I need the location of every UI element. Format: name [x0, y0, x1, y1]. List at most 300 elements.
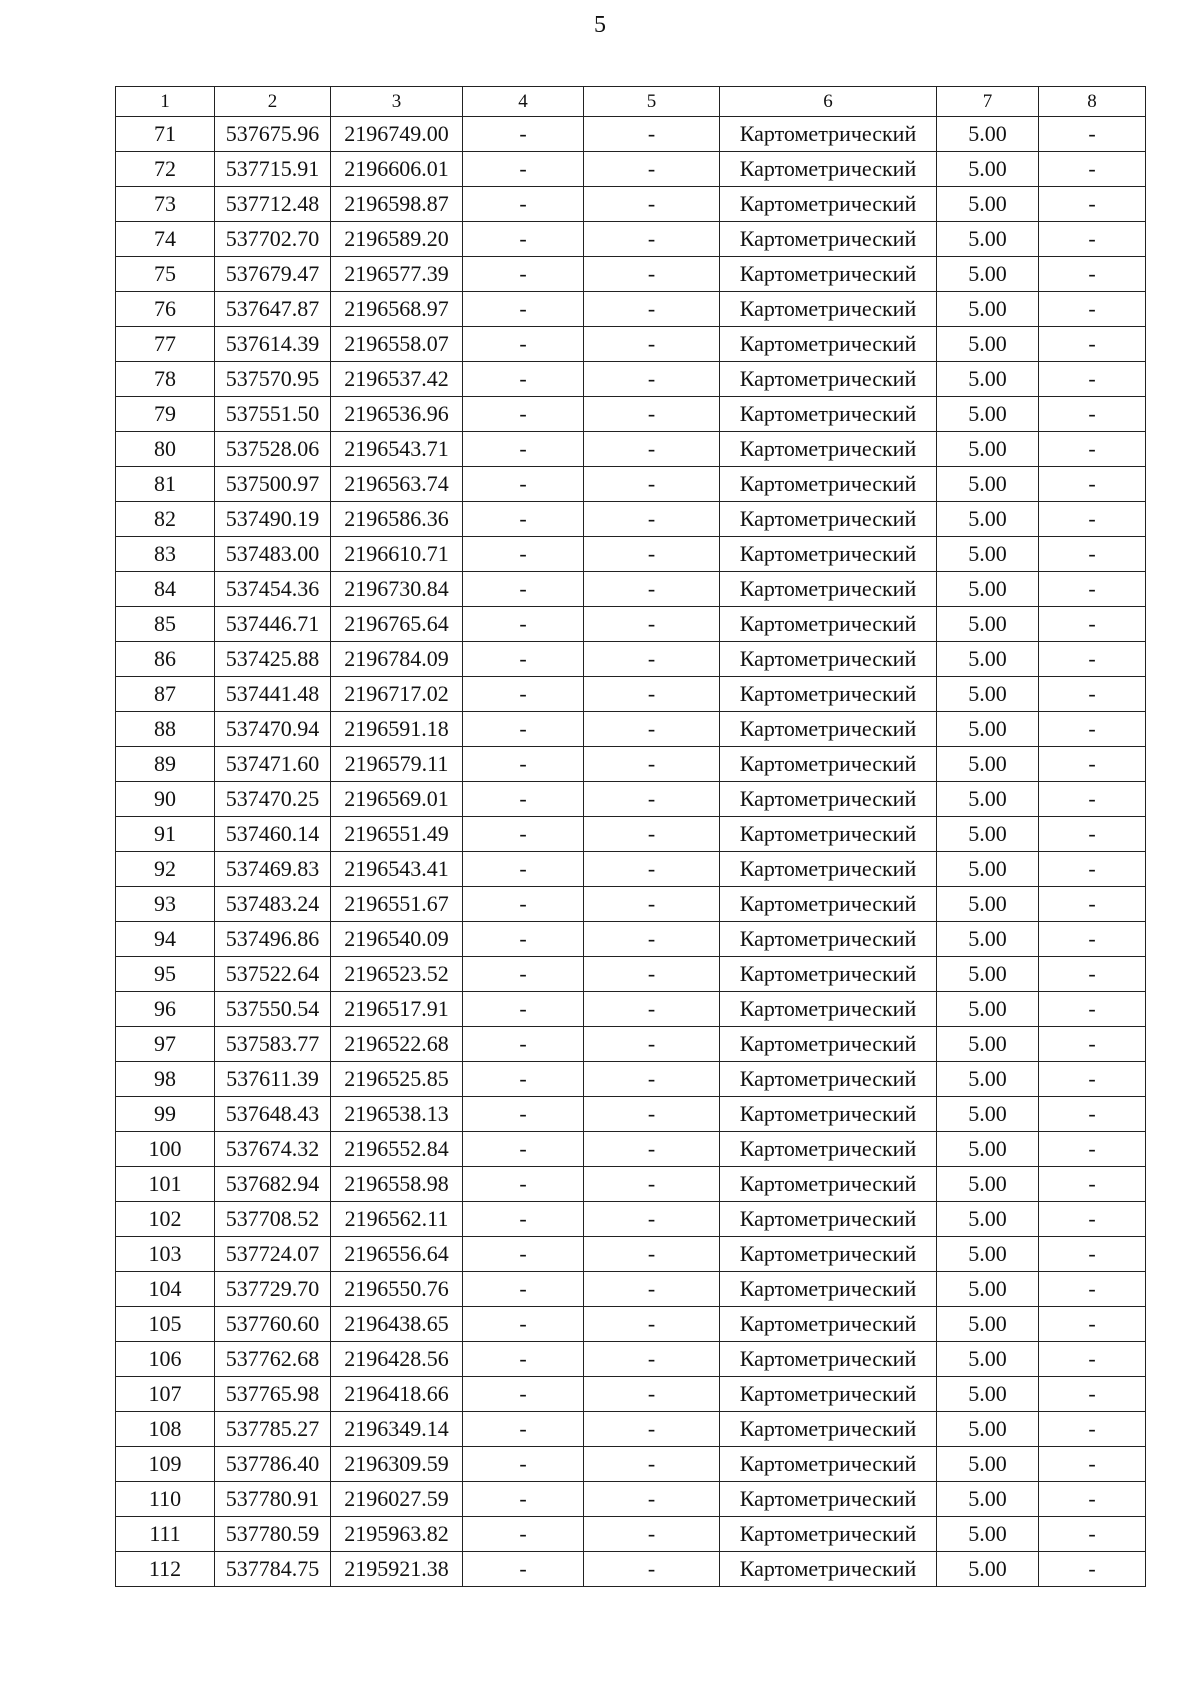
x-coordinate-cell: 537784.75 [215, 1552, 331, 1587]
accuracy-cell: 5.00 [937, 1307, 1039, 1342]
method-cell: Картометрический [720, 677, 937, 712]
column-8-cell: - [1039, 642, 1146, 677]
x-coordinate-cell: 537550.54 [215, 992, 331, 1027]
column-4-cell: - [463, 362, 584, 397]
coordinates-table [115, 86, 1146, 1587]
point-number-cell: 92 [116, 852, 215, 887]
column-4-cell: - [463, 642, 584, 677]
column-5-cell: - [584, 887, 720, 922]
table-row [116, 432, 1146, 467]
x-coordinate-cell: 537674.32 [215, 1132, 331, 1167]
column-5-cell: - [584, 957, 720, 992]
x-coordinate-cell: 537470.25 [215, 782, 331, 817]
column-4-cell: - [463, 1062, 584, 1097]
x-coordinate-cell: 537760.60 [215, 1307, 331, 1342]
accuracy-cell: 5.00 [937, 1097, 1039, 1132]
x-coordinate-cell: 537551.50 [215, 397, 331, 432]
column-4-cell: - [463, 817, 584, 852]
column-5-cell: - [584, 642, 720, 677]
accuracy-cell: 5.00 [937, 117, 1039, 152]
column-4-cell: - [463, 1447, 584, 1482]
method-cell: Картометрический [720, 1202, 937, 1237]
column-header-2: 2 [215, 87, 331, 117]
accuracy-cell: 5.00 [937, 992, 1039, 1027]
column-8-cell: - [1039, 607, 1146, 642]
column-8-cell: - [1039, 397, 1146, 432]
point-number-cell: 74 [116, 222, 215, 257]
point-number-cell: 93 [116, 887, 215, 922]
column-5-cell: - [584, 1062, 720, 1097]
point-number-cell: 97 [116, 1027, 215, 1062]
accuracy-cell: 5.00 [937, 1517, 1039, 1552]
column-4-cell: - [463, 1517, 584, 1552]
column-4-cell: - [463, 467, 584, 502]
point-number-cell: 94 [116, 922, 215, 957]
column-8-cell: - [1039, 1027, 1146, 1062]
point-number-cell: 100 [116, 1132, 215, 1167]
point-number-cell: 112 [116, 1552, 215, 1587]
point-number-cell: 85 [116, 607, 215, 642]
accuracy-cell: 5.00 [937, 1027, 1039, 1062]
column-8-cell: - [1039, 1447, 1146, 1482]
table-row [116, 782, 1146, 817]
x-coordinate-cell: 537648.43 [215, 1097, 331, 1132]
point-number-cell: 89 [116, 747, 215, 782]
method-cell: Картометрический [720, 1167, 937, 1202]
column-5-cell: - [584, 1342, 720, 1377]
column-4-cell: - [463, 957, 584, 992]
x-coordinate-cell: 537765.98 [215, 1377, 331, 1412]
column-4-cell: - [463, 887, 584, 922]
column-8-cell: - [1039, 467, 1146, 502]
y-coordinate-cell: 2196550.76 [331, 1272, 463, 1307]
accuracy-cell: 5.00 [937, 1377, 1039, 1412]
column-8-cell: - [1039, 1202, 1146, 1237]
column-4-cell: - [463, 677, 584, 712]
table-row [116, 1237, 1146, 1272]
y-coordinate-cell: 2196562.11 [331, 1202, 463, 1237]
accuracy-cell: 5.00 [937, 502, 1039, 537]
accuracy-cell: 5.00 [937, 152, 1039, 187]
method-cell: Картометрический [720, 1342, 937, 1377]
table-body [116, 117, 1146, 1587]
y-coordinate-cell: 2196606.01 [331, 152, 463, 187]
point-number-cell: 102 [116, 1202, 215, 1237]
point-number-cell: 81 [116, 467, 215, 502]
method-cell: Картометрический [720, 1412, 937, 1447]
accuracy-cell: 5.00 [937, 257, 1039, 292]
y-coordinate-cell: 2196551.67 [331, 887, 463, 922]
table-row [116, 1202, 1146, 1237]
y-coordinate-cell: 2196537.42 [331, 362, 463, 397]
column-8-cell: - [1039, 292, 1146, 327]
table-row [116, 1062, 1146, 1097]
column-8-cell: - [1039, 362, 1146, 397]
y-coordinate-cell: 2195921.38 [331, 1552, 463, 1587]
table-row [116, 257, 1146, 292]
x-coordinate-cell: 537496.86 [215, 922, 331, 957]
column-8-cell: - [1039, 1272, 1146, 1307]
column-header-5: 5 [584, 87, 720, 117]
accuracy-cell: 5.00 [937, 1272, 1039, 1307]
method-cell: Картометрический [720, 1377, 937, 1412]
x-coordinate-cell: 537762.68 [215, 1342, 331, 1377]
method-cell: Картометрический [720, 292, 937, 327]
method-cell: Картометрический [720, 1097, 937, 1132]
column-8-cell: - [1039, 957, 1146, 992]
table-row [116, 1482, 1146, 1517]
method-cell: Картометрический [720, 747, 937, 782]
column-4-cell: - [463, 992, 584, 1027]
table-row [116, 852, 1146, 887]
table-row [116, 957, 1146, 992]
x-coordinate-cell: 537682.94 [215, 1167, 331, 1202]
y-coordinate-cell: 2196525.85 [331, 1062, 463, 1097]
y-coordinate-cell: 2196577.39 [331, 257, 463, 292]
column-5-cell: - [584, 397, 720, 432]
x-coordinate-cell: 537425.88 [215, 642, 331, 677]
point-number-cell: 77 [116, 327, 215, 362]
point-number-cell: 107 [116, 1377, 215, 1412]
table-row [116, 922, 1146, 957]
y-coordinate-cell: 2196418.66 [331, 1377, 463, 1412]
method-cell: Картометрический [720, 1272, 937, 1307]
table-row [116, 1027, 1146, 1062]
method-cell: Картометрический [720, 257, 937, 292]
y-coordinate-cell: 2196765.64 [331, 607, 463, 642]
column-4-cell: - [463, 1482, 584, 1517]
column-4-cell: - [463, 292, 584, 327]
column-5-cell: - [584, 1552, 720, 1587]
column-8-cell: - [1039, 1167, 1146, 1202]
table-row [116, 1097, 1146, 1132]
x-coordinate-cell: 537469.83 [215, 852, 331, 887]
column-8-cell: - [1039, 187, 1146, 222]
point-number-cell: 75 [116, 257, 215, 292]
y-coordinate-cell: 2196538.13 [331, 1097, 463, 1132]
table-row [116, 607, 1146, 642]
accuracy-cell: 5.00 [937, 1132, 1039, 1167]
method-cell: Картометрический [720, 187, 937, 222]
y-coordinate-cell: 2196540.09 [331, 922, 463, 957]
method-cell: Картометрический [720, 362, 937, 397]
point-number-cell: 96 [116, 992, 215, 1027]
accuracy-cell: 5.00 [937, 1412, 1039, 1447]
x-coordinate-cell: 537528.06 [215, 432, 331, 467]
point-number-cell: 95 [116, 957, 215, 992]
point-number-cell: 91 [116, 817, 215, 852]
method-cell: Картометрический [720, 1132, 937, 1167]
y-coordinate-cell: 2196586.36 [331, 502, 463, 537]
column-4-cell: - [463, 152, 584, 187]
x-coordinate-cell: 537500.97 [215, 467, 331, 502]
x-coordinate-cell: 537786.40 [215, 1447, 331, 1482]
table-row [116, 327, 1146, 362]
column-5-cell: - [584, 607, 720, 642]
x-coordinate-cell: 537614.39 [215, 327, 331, 362]
column-5-cell: - [584, 852, 720, 887]
column-4-cell: - [463, 852, 584, 887]
column-5-cell: - [584, 1237, 720, 1272]
method-cell: Картометрический [720, 1447, 937, 1482]
method-cell: Картометрический [720, 502, 937, 537]
column-8-cell: - [1039, 1062, 1146, 1097]
column-4-cell: - [463, 1307, 584, 1342]
accuracy-cell: 5.00 [937, 747, 1039, 782]
column-4-cell: - [463, 782, 584, 817]
x-coordinate-cell: 537708.52 [215, 1202, 331, 1237]
table-row [116, 992, 1146, 1027]
y-coordinate-cell: 2196598.87 [331, 187, 463, 222]
column-8-cell: - [1039, 1517, 1146, 1552]
table-row [116, 117, 1146, 152]
table-row [116, 1167, 1146, 1202]
table-row [116, 537, 1146, 572]
y-coordinate-cell: 2196563.74 [331, 467, 463, 502]
y-coordinate-cell: 2196784.09 [331, 642, 463, 677]
table-row [116, 362, 1146, 397]
method-cell: Картометрический [720, 327, 937, 362]
x-coordinate-cell: 537490.19 [215, 502, 331, 537]
point-number-cell: 109 [116, 1447, 215, 1482]
accuracy-cell: 5.00 [937, 1062, 1039, 1097]
column-4-cell: - [463, 607, 584, 642]
column-8-cell: - [1039, 1237, 1146, 1272]
x-coordinate-cell: 537712.48 [215, 187, 331, 222]
method-cell: Картометрический [720, 992, 937, 1027]
column-4-cell: - [463, 1202, 584, 1237]
x-coordinate-cell: 537522.64 [215, 957, 331, 992]
column-4-cell: - [463, 222, 584, 257]
method-cell: Картометрический [720, 1552, 937, 1587]
column-5-cell: - [584, 1412, 720, 1447]
accuracy-cell: 5.00 [937, 957, 1039, 992]
column-header-6: 6 [720, 87, 937, 117]
x-coordinate-cell: 537446.71 [215, 607, 331, 642]
column-header-1: 1 [116, 87, 215, 117]
y-coordinate-cell: 2196556.64 [331, 1237, 463, 1272]
y-coordinate-cell: 2196579.11 [331, 747, 463, 782]
point-number-cell: 104 [116, 1272, 215, 1307]
accuracy-cell: 5.00 [937, 677, 1039, 712]
column-8-cell: - [1039, 1342, 1146, 1377]
y-coordinate-cell: 2196568.97 [331, 292, 463, 327]
column-4-cell: - [463, 537, 584, 572]
point-number-cell: 82 [116, 502, 215, 537]
accuracy-cell: 5.00 [937, 642, 1039, 677]
accuracy-cell: 5.00 [937, 537, 1039, 572]
x-coordinate-cell: 537675.96 [215, 117, 331, 152]
column-5-cell: - [584, 817, 720, 852]
x-coordinate-cell: 537724.07 [215, 1237, 331, 1272]
column-8-cell: - [1039, 922, 1146, 957]
accuracy-cell: 5.00 [937, 327, 1039, 362]
column-8-cell: - [1039, 1552, 1146, 1587]
column-4-cell: - [463, 1027, 584, 1062]
column-4-cell: - [463, 1272, 584, 1307]
page-number: 5 [594, 12, 606, 38]
method-cell: Картометрический [720, 852, 937, 887]
column-5-cell: - [584, 922, 720, 957]
accuracy-cell: 5.00 [937, 1342, 1039, 1377]
x-coordinate-cell: 537471.60 [215, 747, 331, 782]
x-coordinate-cell: 537679.47 [215, 257, 331, 292]
method-cell: Картометрический [720, 397, 937, 432]
column-5-cell: - [584, 712, 720, 747]
x-coordinate-cell: 537583.77 [215, 1027, 331, 1062]
accuracy-cell: 5.00 [937, 467, 1039, 502]
point-number-cell: 84 [116, 572, 215, 607]
column-4-cell: - [463, 572, 584, 607]
column-5-cell: - [584, 782, 720, 817]
column-4-cell: - [463, 1132, 584, 1167]
accuracy-cell: 5.00 [937, 222, 1039, 257]
y-coordinate-cell: 2196610.71 [331, 537, 463, 572]
column-5-cell: - [584, 1132, 720, 1167]
y-coordinate-cell: 2195963.82 [331, 1517, 463, 1552]
x-coordinate-cell: 537441.48 [215, 677, 331, 712]
accuracy-cell: 5.00 [937, 1552, 1039, 1587]
column-5-cell: - [584, 467, 720, 502]
column-5-cell: - [584, 117, 720, 152]
column-5-cell: - [584, 327, 720, 362]
table-row [116, 467, 1146, 502]
column-8-cell: - [1039, 747, 1146, 782]
accuracy-cell: 5.00 [937, 362, 1039, 397]
table-row [116, 1132, 1146, 1167]
point-number-cell: 71 [116, 117, 215, 152]
point-number-cell: 83 [116, 537, 215, 572]
point-number-cell: 80 [116, 432, 215, 467]
point-number-cell: 98 [116, 1062, 215, 1097]
column-4-cell: - [463, 922, 584, 957]
table-row [116, 572, 1146, 607]
column-4-cell: - [463, 1237, 584, 1272]
column-8-cell: - [1039, 1307, 1146, 1342]
table-row [116, 1342, 1146, 1377]
table-row [116, 817, 1146, 852]
method-cell: Картометрический [720, 1517, 937, 1552]
accuracy-cell: 5.00 [937, 572, 1039, 607]
column-5-cell: - [584, 1272, 720, 1307]
table-row [116, 152, 1146, 187]
y-coordinate-cell: 2196591.18 [331, 712, 463, 747]
method-cell: Картометрический [720, 1307, 937, 1342]
column-4-cell: - [463, 1342, 584, 1377]
column-8-cell: - [1039, 677, 1146, 712]
point-number-cell: 108 [116, 1412, 215, 1447]
column-8-cell: - [1039, 817, 1146, 852]
column-5-cell: - [584, 1097, 720, 1132]
column-8-cell: - [1039, 257, 1146, 292]
method-cell: Картометрический [720, 1237, 937, 1272]
table-row [116, 397, 1146, 432]
column-5-cell: - [584, 1517, 720, 1552]
column-5-cell: - [584, 1027, 720, 1062]
method-cell: Картометрический [720, 817, 937, 852]
column-8-cell: - [1039, 1482, 1146, 1517]
x-coordinate-cell: 537470.94 [215, 712, 331, 747]
y-coordinate-cell: 2196543.71 [331, 432, 463, 467]
column-8-cell: - [1039, 1377, 1146, 1412]
accuracy-cell: 5.00 [937, 1237, 1039, 1272]
y-coordinate-cell: 2196552.84 [331, 1132, 463, 1167]
method-cell: Картометрический [720, 887, 937, 922]
column-5-cell: - [584, 502, 720, 537]
table-row [116, 712, 1146, 747]
x-coordinate-cell: 537483.00 [215, 537, 331, 572]
method-cell: Картометрический [720, 117, 937, 152]
table-row [116, 1377, 1146, 1412]
column-8-cell: - [1039, 1097, 1146, 1132]
column-5-cell: - [584, 222, 720, 257]
accuracy-cell: 5.00 [937, 1202, 1039, 1237]
y-coordinate-cell: 2196027.59 [331, 1482, 463, 1517]
method-cell: Картометрический [720, 432, 937, 467]
table-row [116, 1412, 1146, 1447]
table-header [116, 87, 1146, 117]
y-coordinate-cell: 2196309.59 [331, 1447, 463, 1482]
x-coordinate-cell: 537454.36 [215, 572, 331, 607]
method-cell: Картометрический [720, 957, 937, 992]
point-number-cell: 105 [116, 1307, 215, 1342]
y-coordinate-cell: 2196536.96 [331, 397, 463, 432]
y-coordinate-cell: 2196522.68 [331, 1027, 463, 1062]
column-8-cell: - [1039, 782, 1146, 817]
y-coordinate-cell: 2196589.20 [331, 222, 463, 257]
column-5-cell: - [584, 1307, 720, 1342]
table-row [116, 642, 1146, 677]
x-coordinate-cell: 537729.70 [215, 1272, 331, 1307]
column-8-cell: - [1039, 852, 1146, 887]
method-cell: Картометрический [720, 572, 937, 607]
table-row [116, 1307, 1146, 1342]
table-row [116, 1447, 1146, 1482]
accuracy-cell: 5.00 [937, 922, 1039, 957]
column-4-cell: - [463, 747, 584, 782]
x-coordinate-cell: 537715.91 [215, 152, 331, 187]
column-8-cell: - [1039, 432, 1146, 467]
point-number-cell: 78 [116, 362, 215, 397]
method-cell: Картометрический [720, 642, 937, 677]
method-cell: Картометрический [720, 1482, 937, 1517]
column-8-cell: - [1039, 537, 1146, 572]
column-4-cell: - [463, 1167, 584, 1202]
y-coordinate-cell: 2196428.56 [331, 1342, 463, 1377]
x-coordinate-cell: 537460.14 [215, 817, 331, 852]
point-number-cell: 106 [116, 1342, 215, 1377]
column-8-cell: - [1039, 152, 1146, 187]
table-row [116, 222, 1146, 257]
column-4-cell: - [463, 117, 584, 152]
method-cell: Картометрический [720, 537, 937, 572]
x-coordinate-cell: 537611.39 [215, 1062, 331, 1097]
table-row [116, 502, 1146, 537]
column-header-7: 7 [937, 87, 1039, 117]
table-row [116, 1517, 1146, 1552]
point-number-cell: 111 [116, 1517, 215, 1552]
point-number-cell: 110 [116, 1482, 215, 1517]
column-4-cell: - [463, 397, 584, 432]
y-coordinate-cell: 2196551.49 [331, 817, 463, 852]
x-coordinate-cell: 537483.24 [215, 887, 331, 922]
y-coordinate-cell: 2196517.91 [331, 992, 463, 1027]
accuracy-cell: 5.00 [937, 817, 1039, 852]
column-8-cell: - [1039, 712, 1146, 747]
y-coordinate-cell: 2196558.07 [331, 327, 463, 362]
table-row [116, 292, 1146, 327]
accuracy-cell: 5.00 [937, 782, 1039, 817]
